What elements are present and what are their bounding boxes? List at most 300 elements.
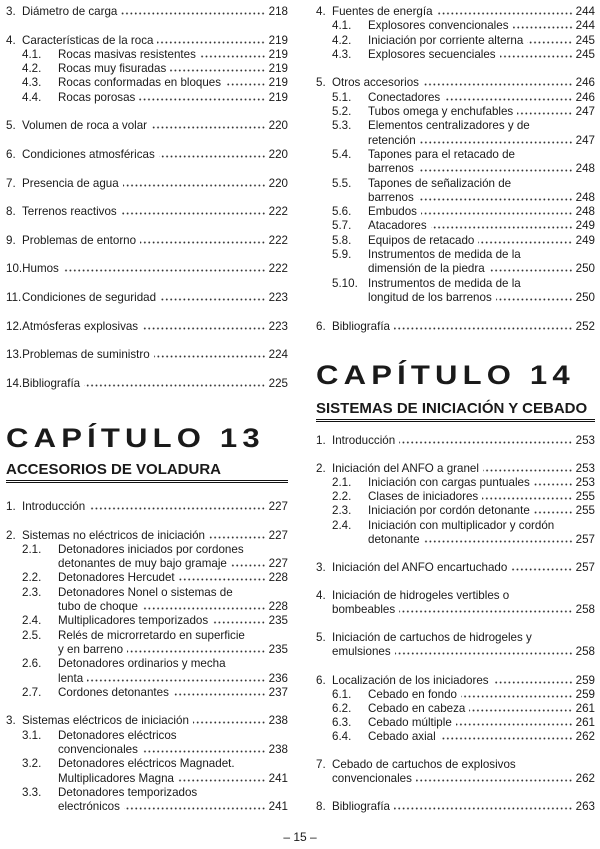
entry-line [368, 291, 595, 305]
entry-title: Detonadores temporizados [58, 785, 198, 799]
page-ref: 224 [268, 348, 288, 362]
toc-chapter-13-continued [316, 5, 595, 348]
entry-number: 2.3. [22, 585, 42, 599]
entry-title: Detonadores eléctricos Magnadet. [58, 757, 235, 771]
toc-subentry [316, 48, 595, 62]
entry-title: Detonadores ordinarios y mecha [58, 657, 226, 671]
entry-line [368, 262, 595, 276]
page-ref: 248 [575, 205, 595, 219]
entry-number: 4.1. [22, 47, 42, 61]
entry-line [22, 291, 288, 305]
entry-line [332, 589, 595, 603]
toc-group [6, 714, 288, 814]
entry-number: 2.6. [22, 657, 42, 671]
entry-title: Atacadores [368, 219, 427, 233]
entry-line [22, 529, 288, 543]
entry-number: 4. [316, 589, 326, 603]
dot-leader [142, 322, 266, 330]
toc-group [316, 674, 595, 744]
entry-number: 4. [316, 5, 326, 18]
entry-title: longitud de los barrenos [368, 290, 492, 304]
entry-line [368, 490, 595, 504]
entry-line [58, 48, 288, 62]
page-ref: 227 [268, 557, 288, 571]
page-ref: 225 [268, 376, 288, 390]
toc-group [316, 462, 595, 547]
toc-group [6, 320, 288, 334]
dot-leader [394, 802, 573, 810]
entry-number: 3. [316, 560, 326, 574]
entry-title: Cebado en cabeza [368, 701, 466, 715]
entry-number: 3. [6, 714, 16, 728]
entry-title: Problemas de suministro [22, 348, 150, 362]
entry-number: 2.5. [22, 628, 42, 642]
entry-line [58, 743, 288, 757]
page-ref: 258 [575, 645, 595, 659]
dot-leader [394, 322, 573, 330]
entry-line [368, 48, 595, 62]
entry-title: Relés de microrretardo en superficie [58, 628, 245, 642]
entry-line [368, 234, 595, 248]
toc-entry [6, 148, 288, 162]
entry-title: Instrumentos de medida de la [368, 248, 521, 262]
entry-title: Cordones detonantes [58, 685, 169, 699]
entry-number: 3.2. [22, 757, 42, 771]
entry-line [58, 614, 288, 628]
dot-leader [200, 50, 266, 58]
entry-title: Volumen de roca a volar [22, 119, 148, 133]
entry-text [22, 262, 288, 276]
entry-number: 2.2. [22, 571, 42, 585]
entry-number: 6.3. [332, 715, 352, 729]
dot-leader [142, 745, 266, 753]
dot-leader [121, 7, 265, 15]
toc-group [6, 348, 288, 362]
entry-line [58, 600, 288, 614]
entry-text [332, 758, 595, 786]
toc-subentry [316, 476, 595, 490]
dot-leader [124, 802, 266, 810]
toc-subentry [316, 519, 595, 547]
entry-number: 4. [6, 33, 16, 47]
entry-title: barrenos [368, 162, 414, 176]
entry-line [332, 561, 595, 575]
page-ref: 219 [268, 90, 288, 104]
dot-leader [395, 647, 573, 655]
dot-leader [193, 716, 266, 724]
entry-line [58, 757, 288, 771]
entry-line [22, 205, 288, 219]
dot-leader [444, 93, 572, 101]
entry-line [58, 91, 288, 105]
toc-group [6, 500, 288, 514]
page-ref: 235 [268, 642, 288, 656]
entry-text [58, 76, 288, 90]
entry-text [58, 757, 288, 786]
entry-line [58, 62, 288, 76]
dot-leader [483, 464, 573, 472]
entry-text [58, 91, 288, 105]
dot-leader [478, 236, 572, 244]
toc-entry [316, 320, 595, 334]
page-ref: 222 [268, 262, 288, 276]
dot-leader [63, 264, 266, 272]
toc-entry [316, 674, 595, 688]
entry-line [22, 714, 288, 728]
page-ref: 236 [268, 671, 288, 685]
entry-title: detonantes de muy bajo gramaje [58, 557, 227, 571]
entry-line [332, 800, 595, 814]
entry-text [22, 500, 288, 514]
entry-text [368, 205, 595, 219]
toc-entry [316, 76, 595, 90]
entry-title: dimensión de la piedra [368, 262, 485, 276]
page-ref: 250 [575, 290, 595, 304]
entry-title: Introducción [22, 500, 86, 513]
entry-line [58, 800, 288, 814]
page-ref: 223 [268, 290, 288, 304]
entry-line [368, 162, 595, 176]
entry-text [332, 5, 595, 19]
entry-text [22, 714, 288, 728]
entry-text [22, 119, 288, 133]
dot-leader [127, 645, 266, 653]
entry-title: Bibliografía [22, 376, 81, 390]
toc-entry [6, 177, 288, 191]
toc-entry [6, 714, 288, 728]
toc-subentry [6, 571, 288, 585]
entry-title: Iniciación del ANFO encartuchado [332, 560, 508, 574]
chapter-13-title: ACCESORIOS DE VOLADURA [6, 461, 288, 483]
toc-group [6, 262, 288, 276]
entry-title: Tapones para el retacado de [368, 147, 515, 161]
toc-entry [316, 434, 595, 448]
toc-entry [6, 377, 288, 391]
entry-line [58, 543, 288, 557]
dot-leader [209, 531, 266, 539]
page-ref: 228 [268, 571, 288, 585]
entry-title: Cebado axial [368, 729, 436, 743]
entry-number: 8. [316, 800, 326, 814]
dot-leader [511, 563, 572, 571]
page-ref: 261 [575, 701, 595, 715]
entry-title: bombeables [332, 603, 396, 617]
entry-text [368, 504, 595, 518]
entry-number: 6.2. [332, 701, 352, 715]
dot-leader [157, 36, 265, 44]
entry-number: 2.4. [332, 518, 352, 532]
dot-leader [139, 93, 265, 101]
entry-text [22, 205, 288, 219]
entry-text [332, 800, 595, 814]
entry-title: Iniciación con multiplicador y cordón [368, 518, 555, 532]
dot-leader [123, 179, 266, 187]
page-ref: 261 [575, 715, 595, 729]
entry-title: Sistemas no eléctricos de iniciación [22, 528, 206, 542]
entry-number: 11. [6, 290, 22, 304]
entry-number: 2.3. [332, 504, 352, 518]
dot-leader [437, 7, 573, 15]
toc-entry [6, 529, 288, 543]
entry-title: Iniciación con cargas puntuales [368, 476, 530, 490]
dot-leader [431, 221, 573, 229]
entry-line [22, 5, 288, 19]
dot-leader [121, 207, 266, 215]
entry-text [368, 688, 595, 702]
entry-number: 6.1. [332, 687, 352, 701]
entry-title: Detonadores Nonel o sistemas de [58, 585, 233, 599]
toc-group [6, 377, 288, 391]
entry-title: barrenos [368, 190, 414, 204]
entry-title: Condiciones atmosféricas [22, 147, 155, 161]
entry-number: 4.3. [22, 76, 42, 90]
entry-title: Multiplicadores temporizados [58, 614, 209, 628]
page-ref: 252 [575, 319, 595, 333]
dot-leader [173, 688, 266, 696]
page-ref: 222 [268, 233, 288, 247]
entry-text [58, 786, 288, 815]
entry-text [368, 248, 595, 277]
entry-title: Cebado en fondo [368, 687, 457, 701]
entry-line [22, 119, 288, 133]
entry-number: 5. [316, 631, 326, 645]
entry-text [58, 62, 288, 76]
dot-leader [225, 78, 266, 86]
dot-leader [418, 193, 573, 201]
toc-entry [316, 800, 595, 814]
entry-text [58, 543, 288, 572]
toc-group [6, 291, 288, 305]
page-ref: 248 [575, 190, 595, 204]
page-ref: 255 [575, 490, 595, 504]
page-ref: 227 [268, 500, 288, 513]
page-ref: 219 [268, 62, 288, 76]
dot-leader [160, 293, 266, 301]
dot-leader [142, 602, 266, 610]
entry-number: 5.8. [332, 233, 352, 247]
entry-number: 4.4. [22, 90, 42, 104]
entry-text [368, 34, 595, 48]
entry-title: Rocas conformadas en bloques [58, 76, 222, 90]
entry-title: Diámetro de carga [22, 5, 118, 18]
entry-text [368, 234, 595, 248]
entry-line [22, 262, 288, 276]
entry-number: 4.2. [22, 62, 42, 76]
toc-group [316, 320, 595, 334]
dot-leader [500, 50, 573, 58]
entry-title: Embudos [368, 205, 417, 219]
entry-number: 5.6. [332, 205, 352, 219]
toc-group [316, 434, 595, 448]
page-ref: 237 [268, 685, 288, 699]
toc-entry [316, 589, 595, 617]
entry-line [58, 786, 288, 800]
page-ref: 220 [268, 119, 288, 133]
toc-entry [316, 462, 595, 476]
page-ref: 247 [575, 133, 595, 147]
entry-line [332, 434, 595, 448]
entry-number: 6. [6, 147, 16, 161]
toc-subentry [6, 657, 288, 686]
entry-title: Características de la roca [22, 33, 154, 47]
entry-text [368, 105, 595, 119]
entry-title: Iniciación del ANFO a granel [332, 462, 479, 476]
entry-line [58, 729, 288, 743]
toc-subentry [316, 119, 595, 148]
toc-subentry [316, 234, 595, 248]
entry-line [58, 586, 288, 600]
entry-number: 4.1. [332, 19, 352, 33]
entry-title: Instrumentos de medida de la [368, 276, 521, 290]
dot-leader [140, 236, 266, 244]
toc-subentry [316, 490, 595, 504]
page-ref: 223 [268, 319, 288, 333]
entry-title: Atmósferas explosivas [22, 319, 139, 333]
entry-line [58, 686, 288, 700]
entry-number: 6.4. [332, 729, 352, 743]
entry-title: Bibliografía [332, 800, 391, 814]
page-ref: 227 [268, 528, 288, 542]
entry-text [368, 48, 595, 62]
entry-text [22, 177, 288, 191]
page-ref: 235 [268, 614, 288, 628]
entry-text [368, 91, 595, 105]
toc-entry [316, 561, 595, 575]
entry-number: 5.9. [332, 248, 352, 262]
page-ref: 241 [268, 800, 288, 814]
entry-title: Cebado múltiple [368, 715, 452, 729]
entry-text [368, 490, 595, 504]
entry-line [58, 571, 288, 585]
dot-leader [420, 136, 573, 144]
entry-number: 5.2. [332, 105, 352, 119]
entry-title: Cebado de cartuchos de explosivos [332, 758, 516, 772]
entry-line [368, 519, 595, 533]
entry-title: Bibliografía [332, 319, 391, 333]
entry-text [22, 34, 288, 48]
toc-group [6, 5, 288, 19]
entry-number: 5. [316, 76, 326, 90]
toc-subentry [6, 757, 288, 786]
dot-leader [212, 616, 266, 624]
entry-number: 10. [6, 262, 23, 276]
page-ref: 259 [575, 673, 595, 687]
entry-title: electrónicos [58, 800, 120, 814]
entry-line [368, 277, 595, 291]
entry-text [58, 686, 288, 700]
entry-line [332, 76, 595, 90]
page-ref: 246 [575, 90, 595, 104]
entry-line [368, 476, 595, 490]
entry-title: Presencia de agua [22, 176, 119, 190]
entry-text [368, 519, 595, 547]
page-ref: 262 [575, 729, 595, 743]
toc-group [6, 119, 288, 133]
toc-entry [6, 205, 288, 219]
dot-leader [231, 559, 266, 567]
entry-text [368, 219, 595, 233]
toc-subentry [6, 586, 288, 615]
entry-line [332, 462, 595, 476]
entry-line [368, 105, 595, 119]
page-ref: 222 [268, 205, 288, 219]
entry-title: Iniciación de hidrogeles vertibles o [332, 589, 510, 603]
page-ref: 253 [575, 434, 595, 447]
entry-text [22, 148, 288, 162]
page-ref: 220 [268, 147, 288, 161]
entry-text [22, 234, 288, 248]
toc-subentry [316, 248, 595, 277]
toc-entry [6, 291, 288, 305]
toc-entry [6, 119, 288, 133]
entry-title: Rocas masivas resistentes [58, 47, 196, 61]
toc-subentry [6, 62, 288, 76]
toc-subentry [6, 48, 288, 62]
entry-text [368, 702, 595, 716]
page-ref: 249 [575, 219, 595, 233]
toc-subentry [316, 205, 595, 219]
dot-leader [440, 732, 573, 740]
entry-number: 13. [6, 348, 23, 362]
chapter-13-heading: CAPÍTULO 13 [6, 423, 265, 453]
entry-number: 5.3. [332, 119, 352, 133]
entry-number: 12. [6, 319, 23, 333]
dot-leader [151, 121, 266, 129]
entry-title: Iniciación por corriente alterna [368, 33, 524, 47]
dot-leader [416, 774, 573, 782]
toc-group [316, 758, 595, 786]
page-ref: 263 [575, 800, 595, 814]
entry-title: y en barreno [58, 642, 124, 656]
page-ref: 253 [575, 476, 595, 490]
entry-text [332, 561, 595, 575]
page-ref: 219 [268, 33, 288, 47]
toc-group [316, 76, 595, 305]
toc-subentry [6, 76, 288, 90]
entry-number: 2.2. [332, 490, 352, 504]
entry-title: Detonadores iniciados por cordones [58, 542, 244, 556]
page-ref: 257 [575, 532, 595, 546]
toc-entry [6, 500, 288, 514]
dot-leader [399, 436, 572, 444]
entry-text [332, 320, 595, 334]
dot-leader [154, 350, 266, 358]
toc-subentry [6, 786, 288, 815]
entry-line [22, 377, 288, 391]
entry-title: Iniciación por cordón detonante [368, 504, 530, 518]
page-ref: 241 [268, 771, 288, 785]
entry-text [368, 476, 595, 490]
entry-number: 6. [316, 673, 326, 687]
entry-text [22, 348, 288, 362]
entry-number: 9. [6, 233, 16, 247]
entry-title: Sistemas eléctricos de iniciación [22, 714, 189, 728]
entry-line [58, 657, 288, 671]
entry-title: Equipos de retacado [368, 233, 475, 247]
entry-text [368, 730, 595, 744]
entry-line [368, 716, 595, 730]
entry-title: Detonadores Hercudet [58, 571, 175, 585]
entry-title: Fuentes de energía [332, 5, 433, 18]
entry-text [58, 729, 288, 758]
page-ref: 245 [575, 33, 595, 47]
entry-title: Localización de los iniciadores [332, 673, 489, 687]
entry-title: Explosores secuenciales [368, 47, 496, 61]
entry-number: 2.4. [22, 614, 42, 628]
entry-number: 4.3. [332, 47, 352, 61]
entry-title: Rocas porosas [58, 90, 136, 104]
page-ref: 249 [575, 233, 595, 247]
